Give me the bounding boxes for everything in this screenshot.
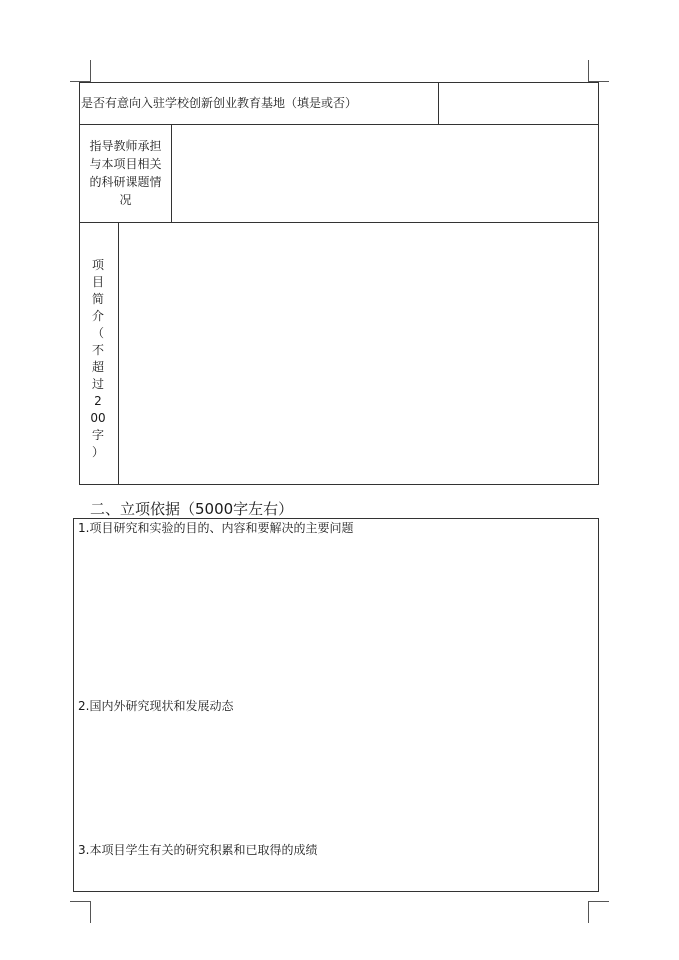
crop-mark-top-right-v (588, 60, 589, 82)
advisor-project-label-line-4: 况 (119, 193, 132, 207)
advisor-project-label (80, 137, 171, 209)
crop-mark-bottom-right-h (588, 901, 609, 902)
project-summary-label-char: 字 (91, 428, 104, 442)
crop-mark-top-left-v (90, 60, 91, 82)
project-summary-label-char: 项 (91, 258, 104, 272)
basis-item-3: 3.本项目学生有关的研究积累和已取得的成绩 (78, 843, 318, 857)
advisor-project-divider (171, 124, 172, 223)
project-summary-label-char: 00 (90, 411, 106, 425)
project-summary-label-char: 介 (91, 309, 104, 323)
advisor-project-label-line-3: 的科研课题情 (89, 175, 162, 189)
advisor-project-label-line-1: 指导教师承担 (89, 139, 162, 153)
section-2-title: 二、立项依据（5000字左右） (90, 500, 294, 518)
crop-mark-bottom-left-h (70, 901, 91, 902)
basis-item-2: 2.国内外研究现状和发展动态 (78, 699, 234, 713)
project-summary-label-char: 不 (91, 343, 104, 357)
base-intent-divider (438, 82, 439, 125)
project-summary-label-char: （ (91, 326, 104, 340)
project-summary-value-cell[interactable] (120, 224, 597, 483)
advisor-project-label-line-2: 与本项目相关 (89, 157, 162, 171)
crop-mark-bottom-right-v (588, 901, 589, 923)
project-summary-label-char: 超 (91, 360, 104, 374)
advisor-project-value-cell[interactable] (173, 126, 597, 221)
project-summary-divider (118, 222, 119, 485)
project-summary-label-char: 目 (91, 275, 104, 289)
project-summary-label-char: 过2 (91, 377, 104, 408)
basis-item-1: 1.项目研究和实验的目的、内容和要解决的主要问题 (78, 521, 354, 535)
base-intent-label: 是否有意向入驻学校创新创业教育基地（填是或否） (81, 96, 358, 110)
base-intent-value-cell[interactable] (440, 84, 597, 123)
project-summary-label-char: 简 (91, 292, 104, 306)
project-summary-label (89, 257, 107, 461)
crop-mark-bottom-left-v (90, 901, 91, 923)
project-summary-label-char: ） (91, 445, 104, 459)
